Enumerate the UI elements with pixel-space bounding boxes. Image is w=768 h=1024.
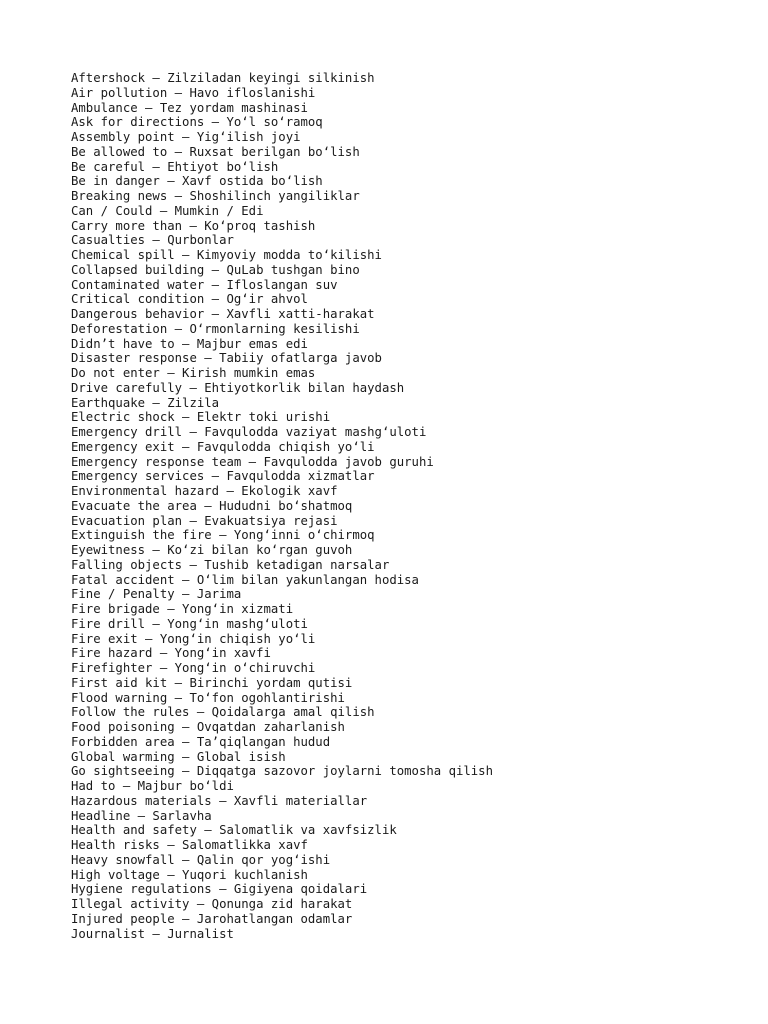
list-item: Environmental hazard – Ekologik xavf xyxy=(71,484,338,498)
list-item: Collapsed building – QuLab tushgan bino xyxy=(71,262,360,277)
list-item: Casualties – Qurbonlar xyxy=(71,233,234,248)
list-item: Didn’t have to – Majbur emas edi xyxy=(71,336,308,351)
list-item: Drive carefully – Ehtiyotkorlik bilan haydash xyxy=(71,380,405,395)
list-item: Be in danger – Xavf ostida bo‘lish xyxy=(71,174,323,189)
list-item: First aid kit – Birinchi yordam qutisi xyxy=(71,675,353,690)
list-item: Contaminated water – Ifloslangan suv xyxy=(71,277,338,292)
list-item: High voltage – Yuqori kuchlanish xyxy=(71,867,308,882)
list-item: Emergency exit – Favqulodda chiqish yo‘li xyxy=(71,439,375,454)
list-item: Injured people – Jarohatlangan odamlar xyxy=(71,911,353,926)
list-item: Fire exit – Yong‘in chiqish yo‘li xyxy=(71,631,316,646)
list-item: Health and safety – Salomatlik va xavfsizlik xyxy=(71,823,397,838)
list-item: Fine / Penalty – Jarima xyxy=(71,587,242,602)
list-item: Headline – Sarlavha xyxy=(71,808,212,823)
list-item: Emergency response team – Favqulodda javob guruhi xyxy=(71,454,434,469)
list-item: Fire hazard – Yong‘in xavfi xyxy=(71,646,271,661)
list-item: Go sightseeing – Diqqatga sazovor joylarni tomosha qilish xyxy=(71,764,493,779)
vocabulary-list xyxy=(71,71,493,941)
list-item: Extinguish the fire – Yong‘inni o‘chirmoq xyxy=(71,528,375,543)
list-item: Earthquake – Zilzila xyxy=(71,395,220,410)
list-item: Journalist – Jurnalist xyxy=(71,926,234,941)
list-item: Breaking news – Shoshilinch yangiliklar xyxy=(71,189,360,203)
list-item: Be allowed to – Ruxsat berilgan bo‘lish xyxy=(71,144,360,159)
list-item: Ambulance – Tez yordam mashinasi xyxy=(71,100,308,115)
list-item: Can / Could – Mumkin / Edi xyxy=(71,203,264,218)
list-item: Assembly point – Yig‘ilish joyi xyxy=(71,130,301,144)
list-item: Follow the rules – Qoidalarga amal qilish xyxy=(71,705,375,720)
list-item: Do not enter – Kirish mumkin emas xyxy=(71,366,316,380)
list-item: Fire brigade – Yong‘in xizmati xyxy=(71,602,294,616)
list-item: Flood warning – To‘fon ogohlantirishi xyxy=(71,690,345,705)
list-item: Hazardous materials – Xavfli materiallar xyxy=(71,793,368,808)
list-item: Falling objects – Tushib ketadigan narsalar xyxy=(71,557,390,572)
list-item: Chemical spill – Kimyoviy modda to‘kilishi xyxy=(71,248,382,262)
list-item: Eyewitness – Ko‘zi bilan ko‘rgan guvoh xyxy=(71,543,353,557)
list-item: Fatal accident – O‘lim bilan yakunlangan hodisa xyxy=(71,572,419,587)
list-item: Hygiene regulations – Gigiyena qoidalari xyxy=(71,882,368,897)
list-item: Health risks – Salomatlikka xavf xyxy=(71,838,308,852)
list-item: Firefighter – Yong‘in o‘chiruvchi xyxy=(71,661,316,675)
list-item: Be careful – Ehtiyot bo‘lish xyxy=(71,159,279,174)
list-item: Critical condition – Og‘ir ahvol xyxy=(71,292,308,307)
list-item: Evacuate the area – Hududni bo‘shatmoq xyxy=(71,498,353,513)
list-item: Food poisoning – Ovqatdan zaharlanish xyxy=(71,720,345,734)
list-item: Dangerous behavior – Xavfli xatti-harakat xyxy=(71,307,375,321)
list-item: Deforestation – O‘rmonlarning kesilishi xyxy=(71,321,360,336)
list-item: Electric shock – Elektr toki urishi xyxy=(71,410,331,425)
list-item: Aftershock – Zilziladan keyingi silkinish xyxy=(71,71,375,85)
list-item: Ask for directions – Yo‘l so‘ramoq xyxy=(71,115,323,130)
list-item: Fire drill – Yong‘in mashg‘uloti xyxy=(71,616,308,631)
list-item: Emergency services – Favqulodda xizmatlar xyxy=(71,469,375,484)
list-item: Emergency drill – Favqulodda vaziyat mashg‘uloti xyxy=(71,425,427,439)
list-item: Forbidden area – Ta’qiqlangan hudud xyxy=(71,734,331,749)
list-item: Air pollution – Havo ifloslanishi xyxy=(71,85,316,100)
list-item: Carry more than – Ko‘proq tashish xyxy=(71,218,316,233)
list-item: Illegal activity – Qonunga zid harakat xyxy=(71,897,353,911)
list-item: Had to – Majbur bo‘ldi xyxy=(71,779,234,793)
list-item: Heavy snowfall – Qalin qor yog‘ishi xyxy=(71,852,331,867)
list-item: Global warming – Global isish xyxy=(71,749,286,764)
list-item: Evacuation plan – Evakuatsiya rejasi xyxy=(71,513,338,528)
list-item: Disaster response – Tabiiy ofatlarga javob xyxy=(71,351,382,366)
